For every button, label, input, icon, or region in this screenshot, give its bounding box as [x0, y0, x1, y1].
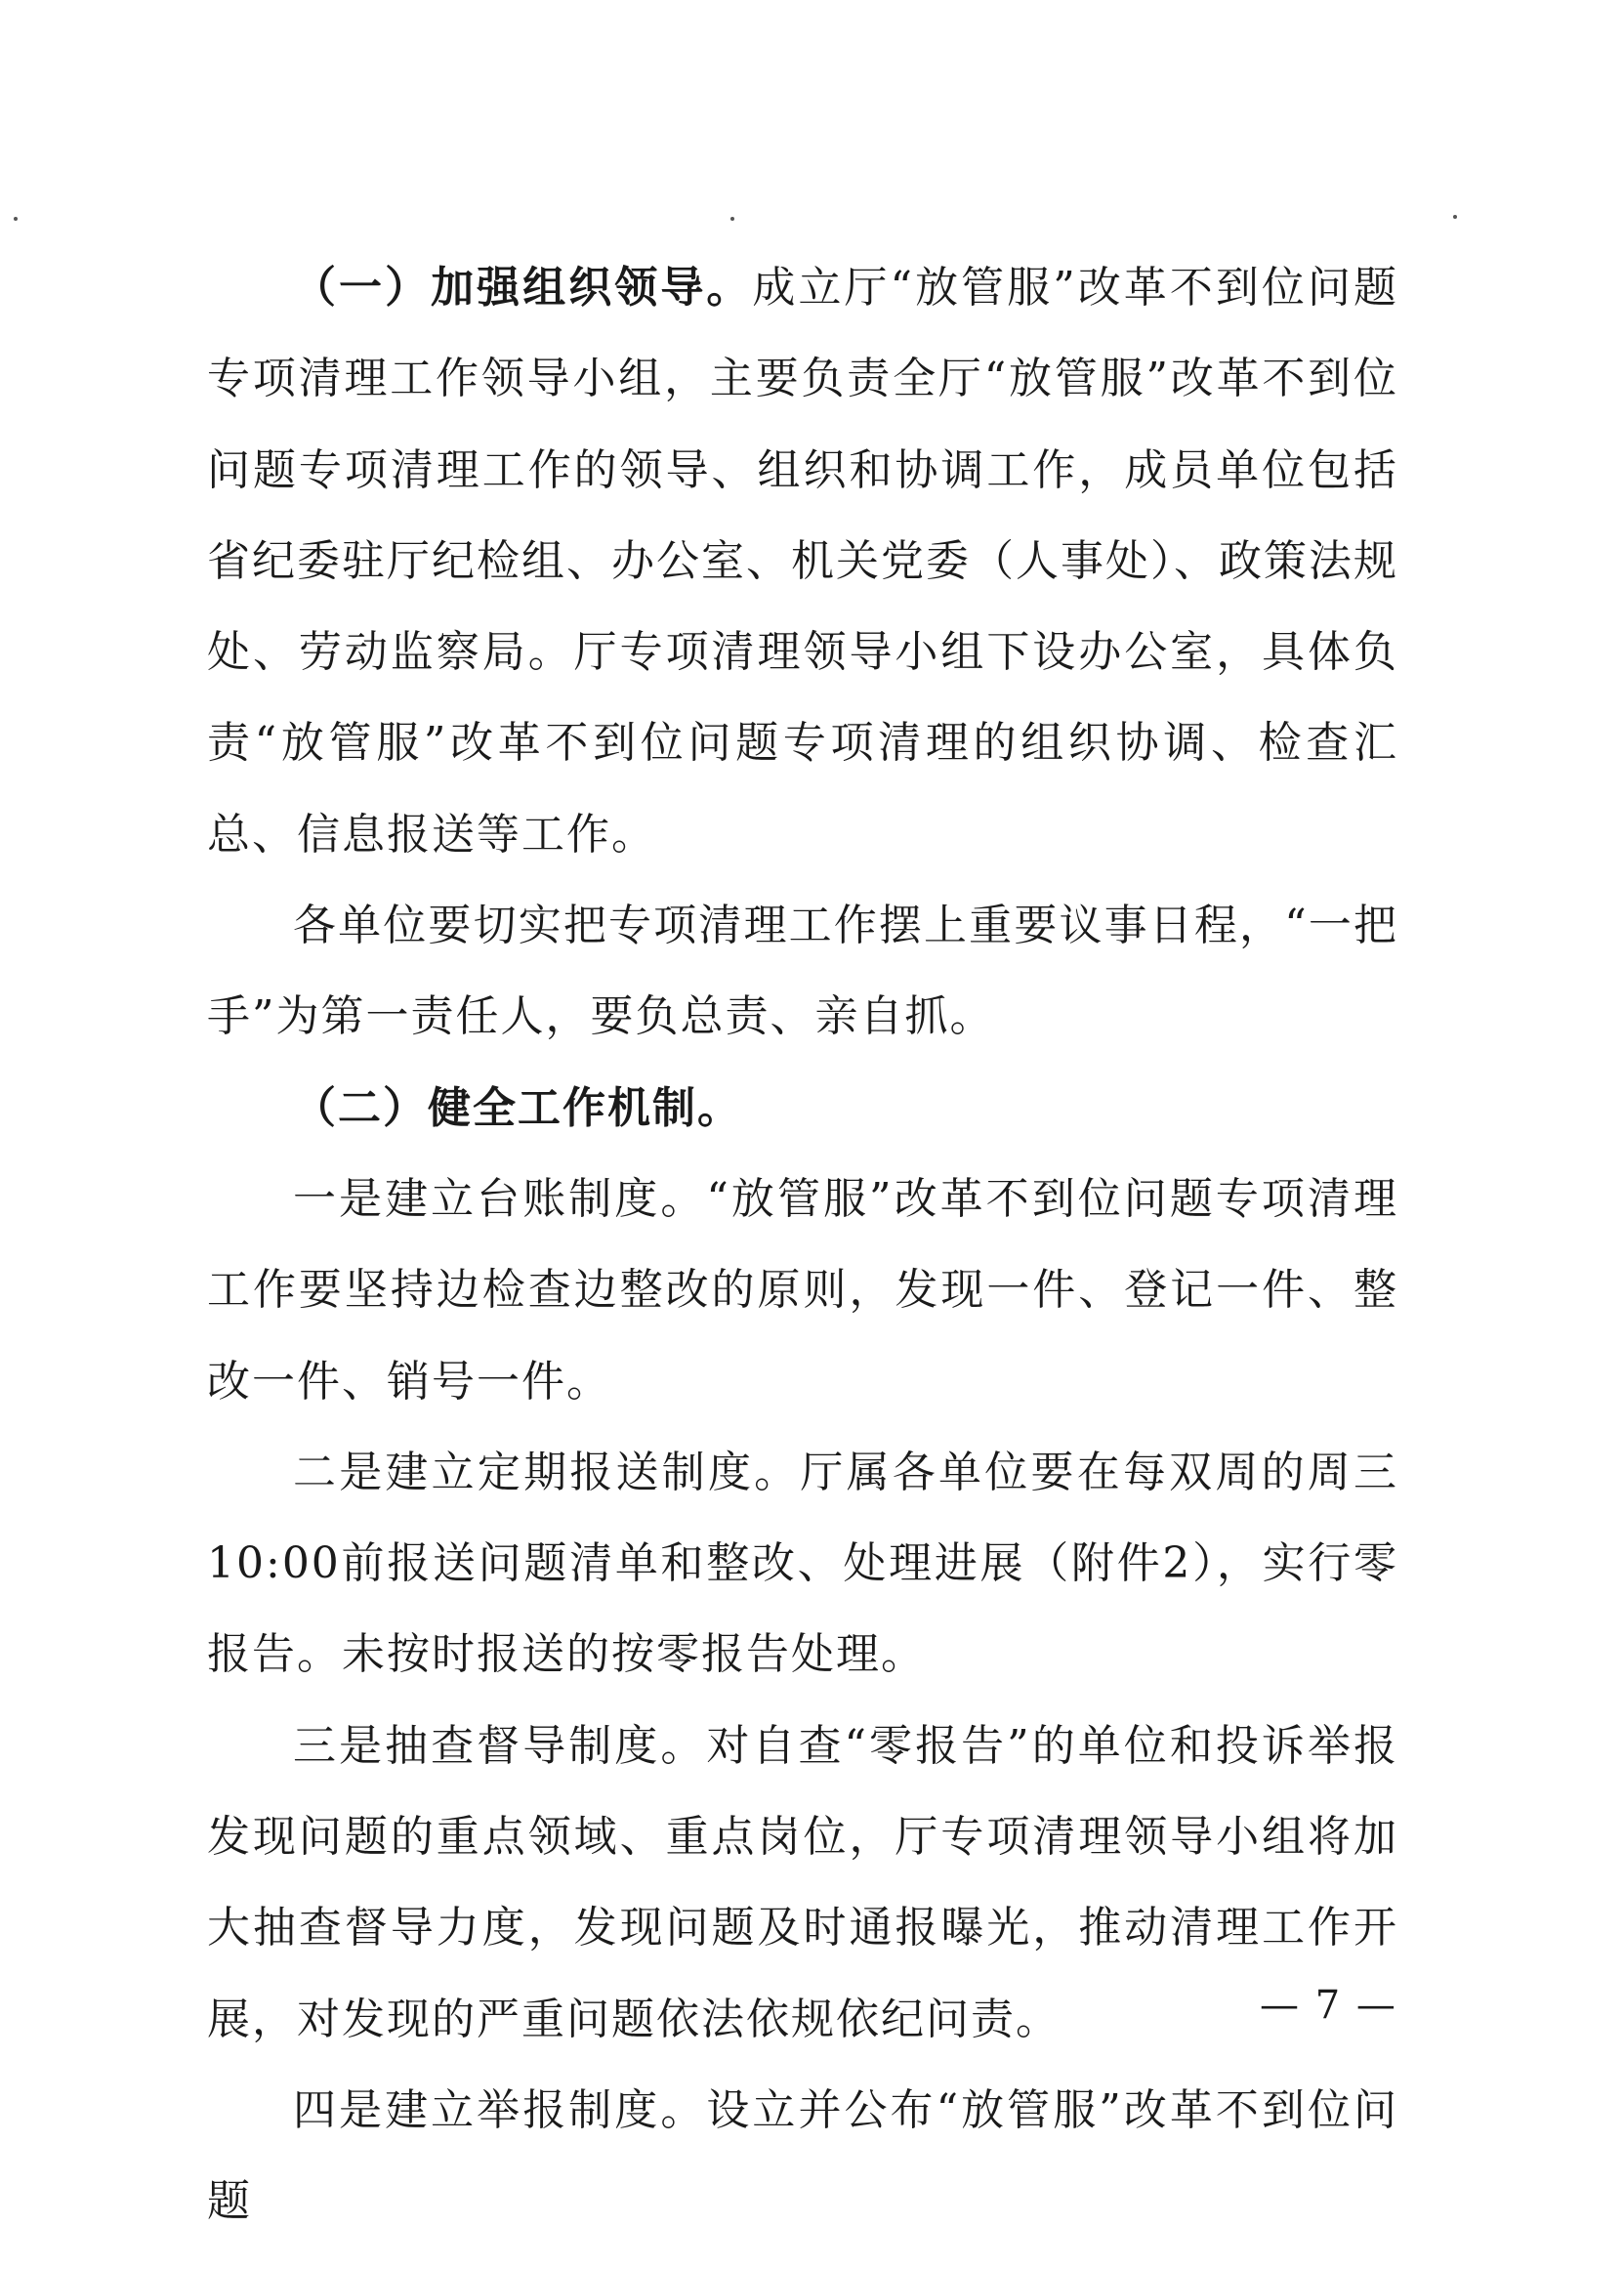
- scan-speck: [14, 217, 18, 221]
- scan-speck: [730, 217, 734, 221]
- paragraph-inspection-system: 三是抽查督导制度。对自查“零报告”的单位和投诉举报发现问题的重点领域、重点岗位，厅专项清理领导小组将加大抽查督导力度，发现问题及时通报曝光，推动清理工作开展，对发现的严重问题依法依规依纪问责。: [207, 1720, 1398, 2044]
- paragraph-whistleblower-system: 四是建立举报制度。设立并公布“放管服”改革不到位问题: [207, 2084, 1398, 2227]
- paragraph-reporting-system: 二是建立定期报送制度。厅属各单位要在每双周的周三10:00前报送问题清单和整改、处理进展（附件2），实行零报告。未按时报送的按零报告处理。: [207, 1447, 1398, 1680]
- paragraph-ledger-system: 一是建立台账制度。“放管服”改革不到位问题专项清理工作要坚持边检查边整改的原则，发现一件、登记一件、整改一件、销号一件。: [207, 1173, 1398, 1407]
- paragraph-text: 成立厅“放管服”改革不到位问题专项清理工作领导小组，主要负责全厅“放管服”改革不到位问题专项清理工作的领导、组织和协调工作，成员单位包括省纪委驻厅纪检组、办公室、机关党委（人事处）、政策法规处、劳动监察局。厅专项清理领导小组下设办公室，具体负责“放管服”改革不到位问题专项清理的组织协调、检查汇总、信息报送等工作。: [207, 263, 1398, 860]
- section-heading-leadership: （一）加强组织领导。: [293, 263, 753, 313]
- body-text: [207, 242, 1398, 2248]
- scan-speck: [1453, 215, 1457, 219]
- page-number: — 7 —: [1260, 1983, 1397, 2028]
- section-heading-mechanism: （二）健全工作机制。: [293, 1082, 742, 1133]
- paragraph-leadership: [207, 242, 1398, 880]
- paragraph-responsibility: 各单位要切实把专项清理工作摆上重要议事日程，“一把手”为第一责任人，要负总责、亲自抓。: [207, 901, 1398, 1042]
